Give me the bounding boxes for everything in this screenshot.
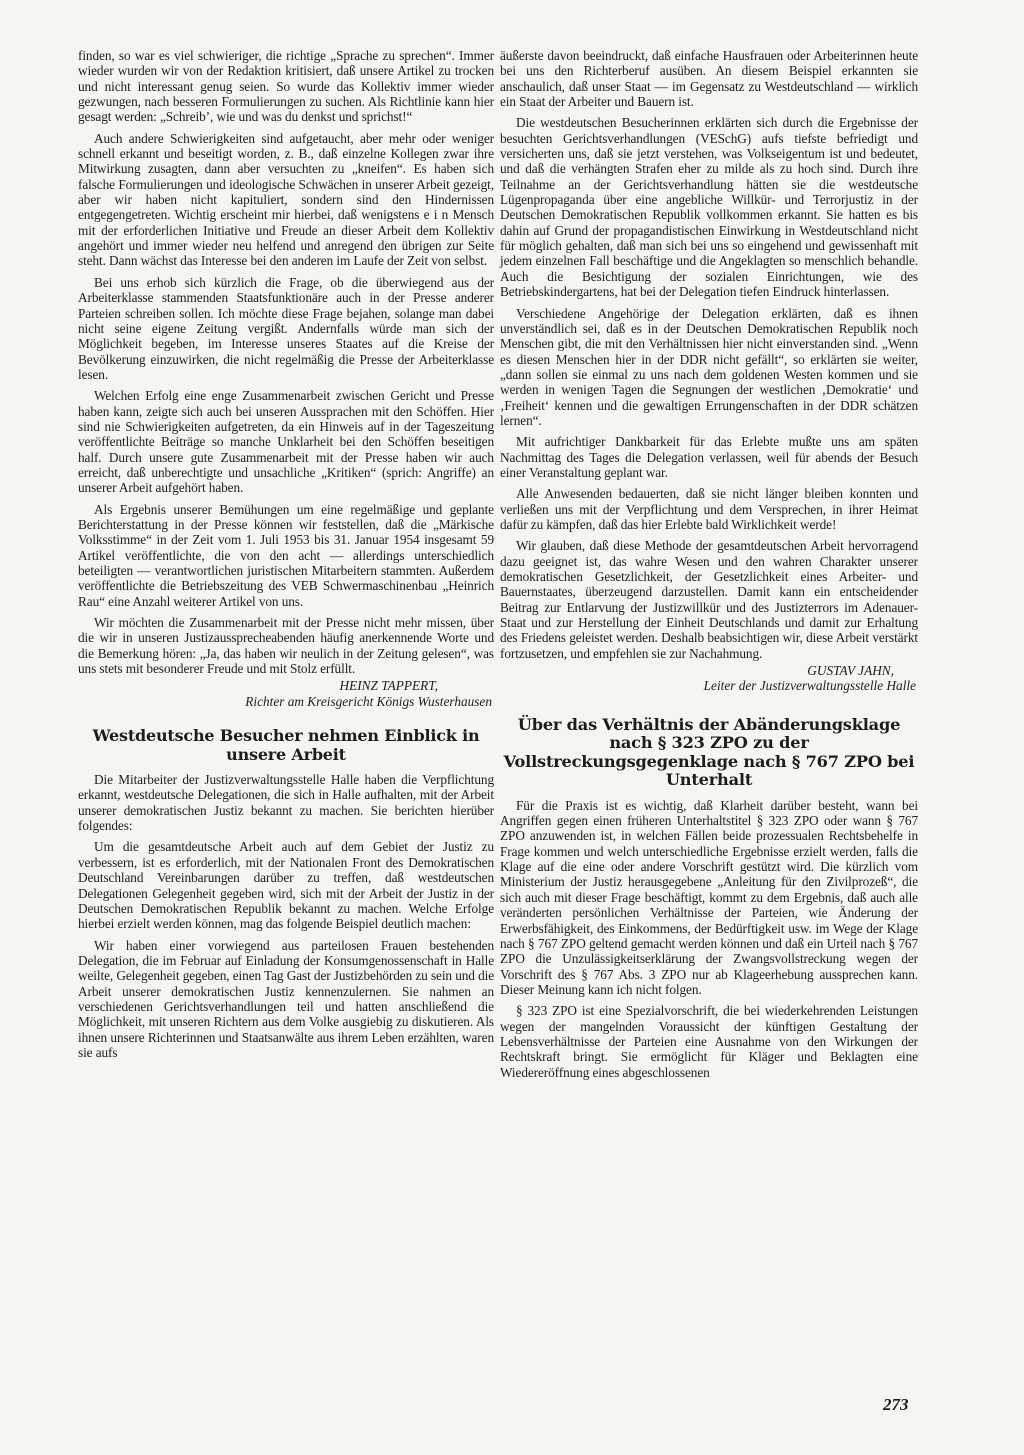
article-2-paragraph-3: Wir haben einer vorwiegend aus parteilosen Frauen bestehenden Delegation, die im Februar auf Einladung der Konsumgenossenschaft in Halle weilte, Gelegenheit gegeben, einen Tag Gast der Justizbehörden zu sein und die Arbeit unserer demokratischen Justiz kennenzulernen. Sie nahmen an verschiedenen Gerichtsverhandlungen teil und hatten anschließend die Möglichkeit, mit unseren Richtern aus dem Volke ausgiebig zu diskutieren. Als ihnen unsere Richterinnen und Staatsanwälte aus ihrem Leben erzählten, waren sie aufs xyxy=(78,937,495,1060)
article-2-paragraph-7: Mit aufrichtiger Dankbarkeit für das Erlebte mußte uns am späten Nachmittag des Tages die Delegation verlassen, weil für abends der Besuch einer Veranstaltung geplant war. xyxy=(500,434,918,480)
signature-2-role: Leiter der Justizverwaltungsstelle Halle xyxy=(703,678,916,694)
article-2-paragraph-1: Die Mitarbeiter der Justizverwaltungsstelle Halle haben die Verpflichtung erkannt, westdeutsche Delegationen, die sich in Halle aufhalten, mit der Arbeit unserer demokratischen Justiz bekannt zu machen. Sie berichten hierüber folgendes: xyxy=(78,772,494,834)
left-column xyxy=(78,48,494,1060)
signature-1-role: Richter am Kreisgericht Königs Wusterhausen xyxy=(245,693,492,709)
article-2-headline: Westdeutsche Besucher nehmen Einblick in unsere Arbeit xyxy=(92,726,480,764)
right-column xyxy=(500,48,918,1080)
signature-2-name: GUSTAV JAHN, xyxy=(807,663,894,679)
article-2-paragraph-4: äußerste davon beeindruckt, daß einfache Hausfrauen oder Arbeiterinnen heute bei uns den Richterberuf ausüben. An diesem Beispiel erkannten sie anschaulich, daß unser Staat — im Gegensatz zu Westdeutschland — wirklich ein Staat der Arbeiter und Bauern ist. xyxy=(500,48,918,110)
article-2-paragraph-9: Wir glauben, daß diese Methode der gesamtdeutschen Arbeit hervorragend dazu geeignet ist, das wahre Wesen und den wahren Charakter unserer demokratischen Gesetzlichkeit, der Gesetzlichkeit eines Arbeiter- und Bauernstaates, überzeugend darzustellen. Damit kann ein entscheidender Beitrag zur Entlarvung der Justizwillkür und des Justizterrors im Adenauer-Staat und zur Herstellung der Einheit Deutschlands und damit zur Erhaltung des Friedens geleistet werden. Deshalb beabsichtigen wir, diese Arbeit verstärkt fortzusetzen, und empfehlen sie zur Nachahmung. xyxy=(500,538,918,661)
article-2-paragraph-5: Die westdeutschen Besucherinnen erklärten sich durch die Ergebnisse der besuchten Gerichtsverhandlungen (VESchG) aufs tiefste befriedigt und versicherten uns, daß sie jetzt verstehen, was Volkseigentum ist und bedeutet, und daß die verhängten Strafen eher zu milde als zu hoch sind. Durch ihre Teilnahme an der Gerichtsverhandlung hätten sie die westdeutsche Lügenpropaganda über eine angebliche Willkür- und Terrorjustiz in der Deutschen Demokratischen Republik vollkommen erkannt. Sie hatten es bis dahin auf Grund der propagandistischen Einwirkung in Westdeutschland nicht für möglich gehalten, daß man sich bei uns so eingehend und gewissenhaft mit jedem einzelnen Fall beschäftige und die Angeklagten so menschlich behandle. Auch die Besichtigung der sozialen Einrichtungen, wie des Betriebskindergartens, hat bei der Delegation tiefen Eindruck hinterlassen. xyxy=(500,115,918,300)
article-2-paragraph-8: Alle Anwesenden bedauerten, daß sie nicht länger bleiben konnten und verließen uns mit der Verpflichtung und dem Versprechen, in ihrer Heimat dafür zu kämpfen, daß das hier Erlebte bald Wirklichkeit werde! xyxy=(500,486,918,532)
article-2-paragraph-2: Um die gesamtdeutsche Arbeit auch auf dem Gebiet der Justiz zu verbessern, ist es erforderlich, mit der Nationalen Front des Demokratischen Deutschland Vereinbarungen darüber zu treffen, daß westdeutschen Delegationen Gelegenheit gegeben wird, sich mit der Arbeit der Justiz in der Deutschen Demokratischen Republik bekannt zu machen. Welche Erfolge hierbei erzielt werden können, mag das folgende Beispiel deutlich machen: xyxy=(78,839,494,932)
article-1-paragraph-2: Auch andere Schwierigkeiten sind aufgetaucht, aber mehr oder weniger schnell erkannt und beseitigt worden, z. B., daß einzelne Kollegen zwar ihre Mitwirkung zusagten, dann aber versuchten zu „kneifen“. Es haben sich falsche Formulierungen und ideologische Schwächen in unserer Arbeit gezeigt, aber wir haben nicht kapituliert, sondern sind den Hindernissen entgegengetreten. Wichtig erscheint mir hierbei, daß wenigstens e i n Mensch mit der erforderlichen Initiative und Freude an dieser Arbeit dem Kollektiv angehört und immer wieder neu helfend und anregend den übrigen zur Seite steht. Dann wächst das Interesse bei den anderen im Laufe der Zeit von selbst. xyxy=(78,130,494,269)
article-3-paragraph-1: Für die Praxis ist es wichtig, daß Klarheit darüber besteht, wann bei Angriffen gegen einen früheren Unterhaltstitel § 323 ZPO oder wann § 767 ZPO anzuwenden ist, in welchen Fällen beide prozessualen Rechtsbehelfe in Frage kommen und welch unterschiedliche Ergebnisse erzielt werden, falls die Klage auf die eine oder andere Vorschrift gestützt wird. Die kürzlich vom Ministerium der Justiz herausgegebene „Anleitung für den Zivilprozeß“, die sich auch mit dieser Frage beschäftigt, kommt zu dem Ergebnis, daß auch alle veränderten persönlichen Verhältnisse der Parteien, wie Änderung der Erwerbsfähigkeit, des Einkommens, der Bedürftigkeit usw. im Wege der Klage nach § 767 ZPO geltend gemacht werden können und daß ein Urteil nach § 767 ZPO die Unzulässigkeitserklärung der Zwangsvollstreckung wegen der Vorschrift des § 767 Abs. 3 ZPO nur ab Klageerhebung aussprechen kann. Dieser Meinung kann ich nicht folgen. xyxy=(500,797,918,997)
signature-1 xyxy=(78,678,494,709)
article-3-headline: Über das Verhältnis der Abänderungsklage nach § 323 ZPO zu der Vollstreckungsgegenklage nach § 767 ZPO bei Unterhalt xyxy=(503,714,915,790)
signature-1-name: HEINZ TAPPERT, xyxy=(339,678,438,694)
page-number: 273 xyxy=(883,1395,909,1414)
article-2-paragraph-6: Verschiedene Angehörige der Delegation erklärten, daß es ihnen unverständlich sei, daß es in der Deutschen Demokratischen Republik noch Menschen gibt, die mit den Verhältnissen hier nicht einverstanden sind. „Wenn es diesen Menschen hier in der DDR nicht gefällt“, so erklärten sie weiter, „dann sollen sie einmal zu uns nach dem goldenen Westen kommen und sie werden in wenigen Tagen die Segnungen der westlichen ‚Demokratie‘ und ‚Freiheit‘ kennen und die gewaltigen Errungenschaften in der DDR schätzen lernen“. xyxy=(500,305,918,428)
article-1-paragraph-3: Bei uns erhob sich kürzlich die Frage, ob die überwiegend aus der Arbeiterklasse stammenden Staatsfunktionäre auch in der Presse anderer Parteien schreiben sollen. Ich möchte diese Frage bejahen, solange man dabei nicht seine eigene Zeitung vergißt. Andernfalls würde man sich der Möglichkeit begeben, im Interesse unseres Staates auf die Kreise der Bevölkerung einzuwirken, die nicht regelmäßig die Presse der Arbeiterklasse lesen. xyxy=(78,274,494,382)
article-1-paragraph-4: Welchen Erfolg eine enge Zusammenarbeit zwischen Gericht und Presse haben kann, zeigte sich auch bei unseren Aussprachen mit den Schöffen. Hier sind nie Schwierigkeiten aufgetreten, da ein Hinweis auf in der Tageszeitung veröffentlichte Beiträge so manche Unklarheit bei den Schöffen beseitigen half. Durch unsere gute Zusammenarbeit mit der Presse haben wir auch erreicht, daß unberechtigte und unsachliche „Kritiken“ (sprich: Angriffe) an unserer Arbeit aufgehört haben. xyxy=(78,388,494,496)
article-1-paragraph-5: Als Ergebnis unserer Bemühungen um eine regelmäßige und geplante Berichterstattung in der Presse können wir feststellen, daß die „Märkische Volksstimme“ in der Zeit vom 1. Juli 1953 bis 31. Januar 1954 insgesamt 59 Artikel veröffentlichte, die von den acht — allerdings unterschiedlich beteiligten — verantwortlichen juristischen Mitarbeitern stammten. Außerdem veröffentlichte die Betriebszeitung des VEB Schwermaschinenbau „Heinrich Rau“ eine Anzahl weiterer Artikel von uns. xyxy=(78,501,494,609)
signature-2 xyxy=(500,663,918,694)
article-3-paragraph-2: § 323 ZPO ist eine Spezialvorschrift, die bei wiederkehrenden Leistungen wegen der mangelnden Voraussicht der künftigen Gestaltung der Lebensverhältnisse der Parteien eine Ausnahme von den Wirkungen der Rechtskraft bringt. Sie ermöglicht für Kläger und Beklagten eine Wiedereröffnung eines abgeschlossenen xyxy=(500,1003,918,1080)
article-1-paragraph-1: finden, so war es viel schwieriger, die richtige „Sprache zu sprechen“. Immer wieder wurden wir von der Redaktion kritisiert, daß unsere Artikel zu trocken und nicht interessant genug seien. So wurde das Kollektiv immer wieder gezwungen, nach besseren Formulierungen zu suchen. Als Richtlinie kann hier gesagt werden: „Schreib’, wie und was du denkst und sprichst!“ xyxy=(78,48,494,125)
article-1-paragraph-6: Wir möchten die Zusammenarbeit mit der Presse nicht mehr missen, über die wir in unseren Justizaussprecheabenden häufig anerkennende Worte und die Bemerkung hören: „Ja, das haben wir neulich in der Zeitung gelesen“, was uns stets mit besonderer Freude und mit Stolz erfüllt. xyxy=(78,615,494,677)
